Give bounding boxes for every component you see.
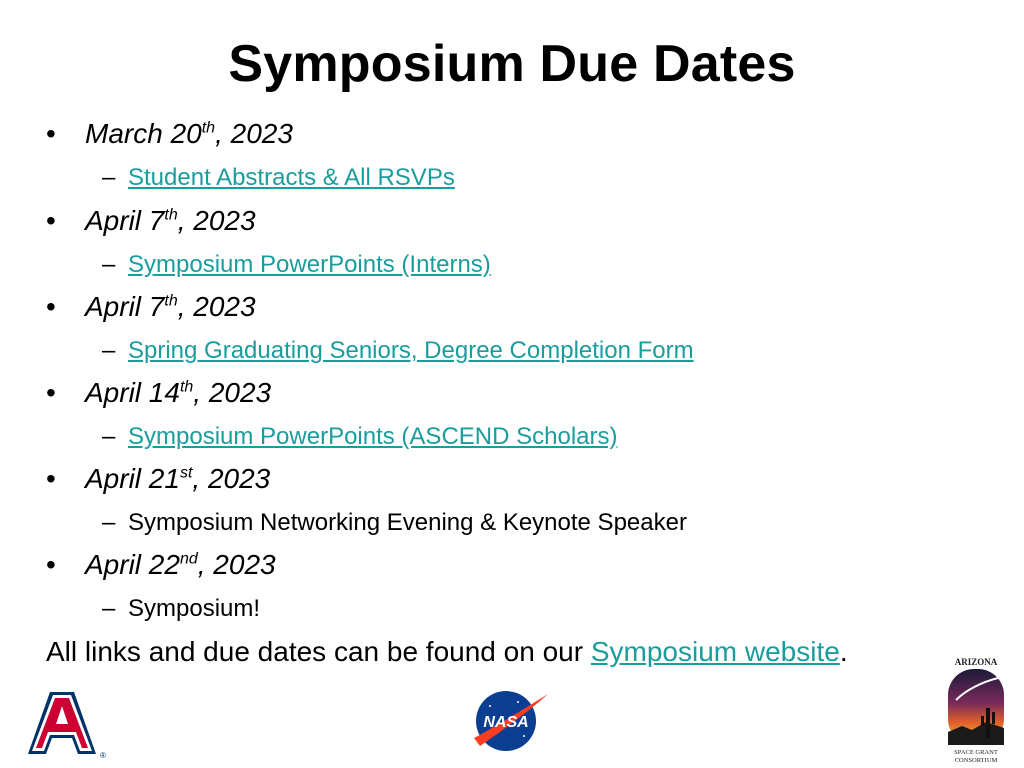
- date-text: April 7th, 2023: [85, 205, 256, 236]
- dash-glyph: –: [102, 423, 116, 450]
- date-text: April 21st, 2023: [85, 463, 271, 494]
- university-of-arizona-logo: [20, 688, 110, 760]
- bullet-glyph: •: [46, 205, 56, 236]
- date-text: April 14th, 2023: [85, 377, 272, 408]
- nasa-logo-text: NASA: [483, 714, 529, 731]
- bullet-glyph: •: [46, 118, 56, 149]
- dash-glyph: –: [102, 337, 116, 364]
- date-text: April 7th, 2023: [85, 291, 256, 322]
- bullet-glyph: •: [46, 463, 56, 494]
- degree-completion-form-link[interactable]: Spring Graduating Seniors, Degree Completion Form: [128, 337, 694, 364]
- date-text: April 22nd, 2023: [85, 549, 276, 580]
- symposium-website-link[interactable]: Symposium website: [590, 636, 840, 667]
- powerpoints-interns-link[interactable]: Symposium PowerPoints (Interns): [128, 251, 491, 278]
- svg-text:®: ®: [100, 751, 106, 760]
- symposium-text: Symposium!: [128, 595, 261, 622]
- footer-period: .: [839, 636, 848, 667]
- abstracts-rsvp-link[interactable]: Student Abstracts & All RSVPs: [128, 164, 455, 191]
- bullet-glyph: •: [46, 291, 56, 322]
- date-text: March 20th, 2023: [85, 118, 293, 149]
- powerpoints-ascend-link[interactable]: Symposium PowerPoints (ASCEND Scholars): [128, 423, 618, 450]
- footer-text: All links and due dates can be found on our: [46, 636, 591, 667]
- dash-glyph: –: [102, 251, 116, 278]
- dash-glyph: –: [102, 164, 116, 191]
- asgc-top-text: ARIZONA: [954, 657, 998, 667]
- slide-title: Symposium Due Dates: [228, 35, 796, 93]
- footer-note: [46, 636, 848, 668]
- arizona-space-grant-logo: [942, 656, 1010, 764]
- asgc-bottom-text-2: CONSORTIUM: [954, 757, 998, 764]
- asgc-bottom-text-1: SPACE GRANT: [954, 749, 998, 756]
- nasa-logo: [470, 688, 550, 754]
- bullet-glyph: •: [46, 377, 56, 408]
- dash-glyph: –: [102, 595, 116, 622]
- dash-glyph: –: [102, 509, 116, 536]
- bullet-glyph: •: [46, 549, 56, 580]
- networking-evening-text: Symposium Networking Evening & Keynote Speaker: [128, 509, 687, 536]
